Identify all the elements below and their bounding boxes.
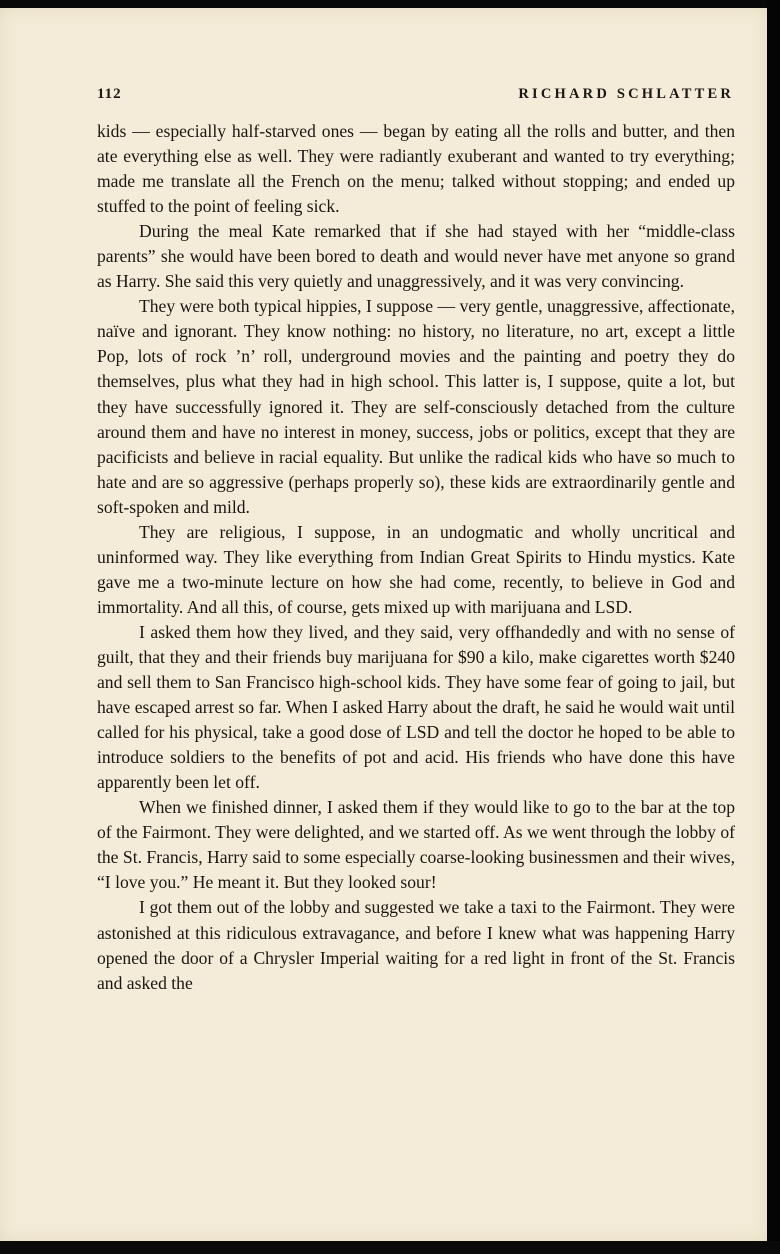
paragraph: During the meal Kate remarked that if she had stayed with her “middle-class parents” she would have been bored to death and would never have met anyone so grand as Harry. She said this very quietly and unaggressively, and it was very convincing. [97, 221, 735, 292]
paragraph: They are religious, I suppose, in an undogmatic and wholly uncritical and uninformed way. They like everything from Indian Great Spirits to Hindu mystics. Kate gave me a two-minute lecture on how she had come, recently, to believe in God and immortality. And all this, of course, gets mixed up with marijuana and LSD. [97, 521, 735, 617]
scan-right-edge [767, 0, 780, 1254]
body-text [97, 119, 735, 996]
paragraph: I asked them how they lived, and they said, very offhandedly and with no sense of guilt, that they and their friends buy marijuana for $90 a kilo, make cigarettes worth $240 and sell them to San Francisco high-school kids. They have some fear of going to jail, but have escaped arrest so far. When I asked Harry about the draft, he said he would wait until called for his physical, take a good dose of LSD and tell the doctor he hoped to be able to introduce soldiers to the benefits of pot and acid. His friends who have done this have apparently been let off. [97, 621, 735, 793]
paragraph: When we finished dinner, I asked them if they would like to go to the bar at the top of the Fairmont. They were delighted, and we started off. As we went through the lobby of the St. Francis, Harry said to some especially coarse-looking businessmen and their wives, “I love you.” He meant it. But they looked sour! [97, 797, 735, 893]
page-number: 112 [97, 86, 122, 102]
scan-top-edge [0, 0, 780, 8]
running-head-author: RICHARD SCHLATTER [518, 86, 734, 102]
running-head [97, 86, 734, 108]
paragraph-continued: kids — especially half-starved ones — began by eating all the rolls and butter, and then ate everything else as well. They were radiantly exuberant and wanted to try everything; made me translate all the French on the menu; talked without stopping; and ended up stuffed to the point of feeling sick. [97, 121, 735, 217]
paragraph: They were both typical hippies, I suppose — very gentle, unaggressive, affectionate, naïve and ignorant. They know nothing: no history, no literature, no art, except a little Pop, lots of rock ’n’ roll, underground movies and the painting and poetry they do themselves, plus what they had in high school. This latter is, I suppose, quite a lot, but they have successfully ignored it. They are self-consciously detached from the culture around them and have no interest in money, success, jobs or politics, except that they are pacificists and believe in racial equality. But unlike the radical kids who have so much to hate and are so aggressive (perhaps properly so), these kids are extraordinarily gentle and soft-spoken and mild. [97, 296, 735, 517]
paragraph-continues: I got them out of the lobby and suggested we take a taxi to the Fairmont. They were astonished at this ridiculous extravagance, and before I knew what was happening Harry opened the door of a Chrysler Imperial waiting for a red light in front of the St. Francis and asked the [97, 897, 735, 993]
scan-bottom-edge [0, 1241, 780, 1254]
